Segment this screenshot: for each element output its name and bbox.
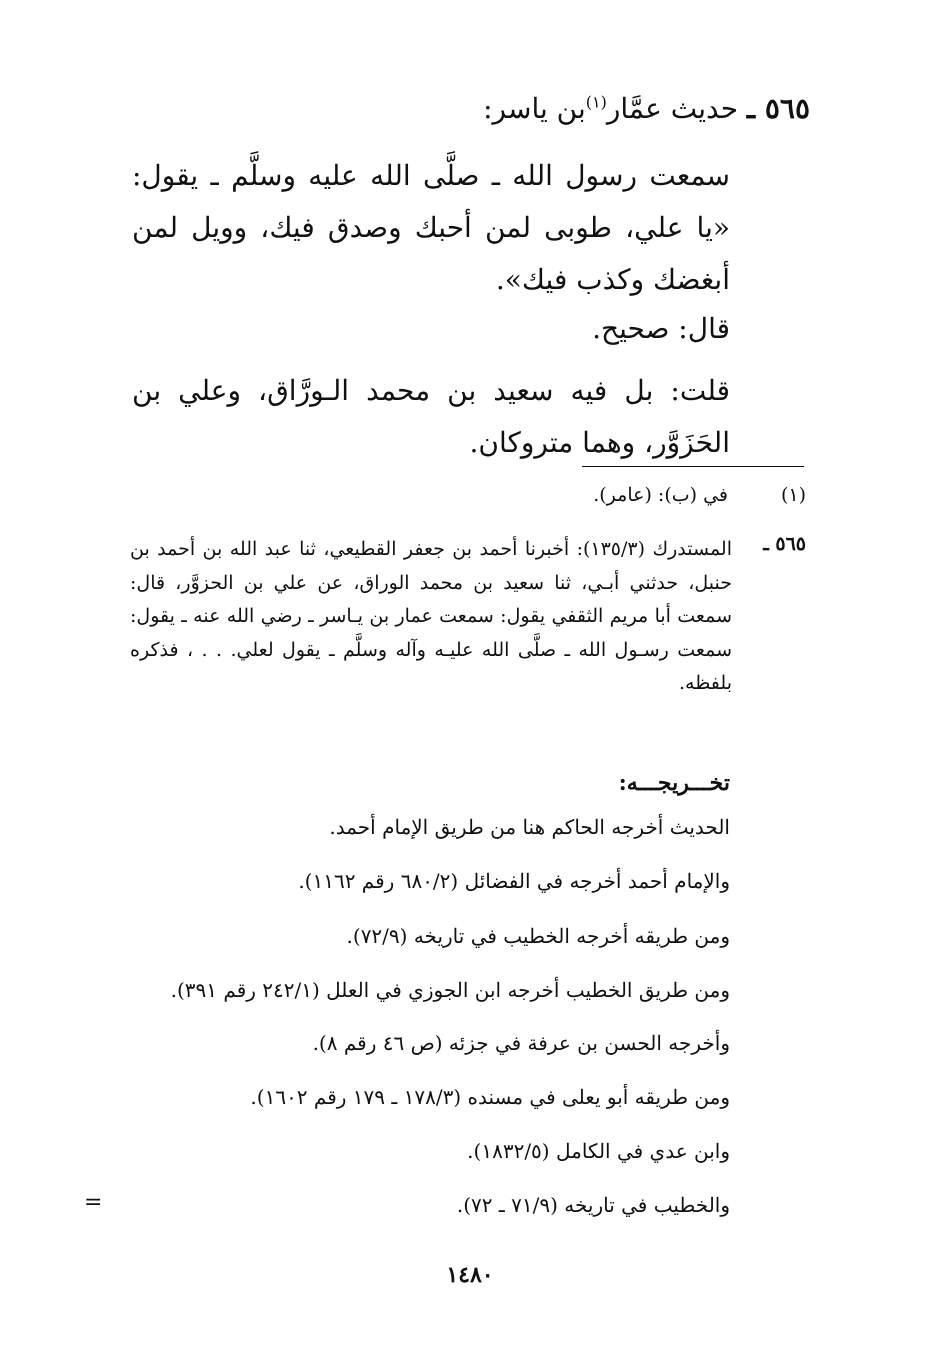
takhrij-line: وابن عدي في الكامل (١٨٣٢/٥). [467,1139,730,1163]
takhrij-line: وأخرجه الحسن بن عرفة في جزئه (ص ٤٦ رقم ٨). [312,1031,730,1055]
continuation-mark: = [84,1190,103,1215]
footnote-text: في (ب): (عامر). [593,484,728,506]
takhrij-line: ومن طريقه أبو يعلى في مسنده (١٧٨/٣ ـ ١٧٩ رقم ١٦٠٢). [250,1085,730,1109]
source-note [130,533,806,701]
takhrij-line: ومن طريق الخطيب أخرجه ابن الجوزي في العلل (٢٤٢/١ رقم ٣٩١). [170,978,730,1002]
source-number: ٥٦٥ ـ [763,533,806,555]
page-number: ١٤٨٠ [446,1262,494,1288]
hadith-number: ٥٦٥ ـ [746,92,810,125]
footnote-number: (١) [780,484,806,506]
takhrij-line: الحديث أخرجه الحاكم هنا من طريق الإمام أحمد. [329,815,730,839]
takhrij-title: تخـــريجـــه: [618,770,730,796]
footnote-separator [582,466,804,467]
source-text: المستدرك (١٣٥/٣): أخبرنا أحمد بن جعفر القطيعي، ثنا عبد الله بن أحمد بن حنبل، حدثني أبـي، ثنا سعيد بن محمد الوراق، عن علي بن الحزوَّر، قال: سمعت أبا مريم الثقفي يقول: سمعت عمار بن يـاسر ـ رضي الله عنه ـ يقول: سمعت رسـول الله ـ صلَّى الله عليـه وآله وسلَّم ـ يقول لعلي. . . ، فذكره بلفظه. [130,538,732,694]
footnote-ref: (١) [585,92,607,112]
hadith-title-rest: بن ياسر: [483,92,586,125]
takhrij-line: ومن طريقه أخرجه الخطيب في تاريخه (٧٢/٩). [346,924,730,948]
hakim-verdict: قال: صحيح. [592,312,730,345]
dhahabi-comment: قلت: بل فيه سعيد بن محمد الـورَّاق، وعلي بن الحَزَوَّر، وهما متروكان. [132,374,730,459]
takhrij-line: والإمام أحمد أخرجه في الفضائل (٦٨٠/٢ رقم ١١٦٢). [298,869,730,893]
hadith-text: سمعت رسول الله ـ صلَّى الله عليه وسلَّم ـ يقول: «يا علي، طوبى لمن أحبك وصدق فيك، وويل لمن أبغضك وكذب فيك». [132,159,730,296]
takhrij-line: والخطيب في تاريخه (٧١/٩ ـ ٧٢). [456,1193,730,1217]
hadith-title: حديث عمَّار [606,92,747,125]
hadith-heading [483,92,810,125]
